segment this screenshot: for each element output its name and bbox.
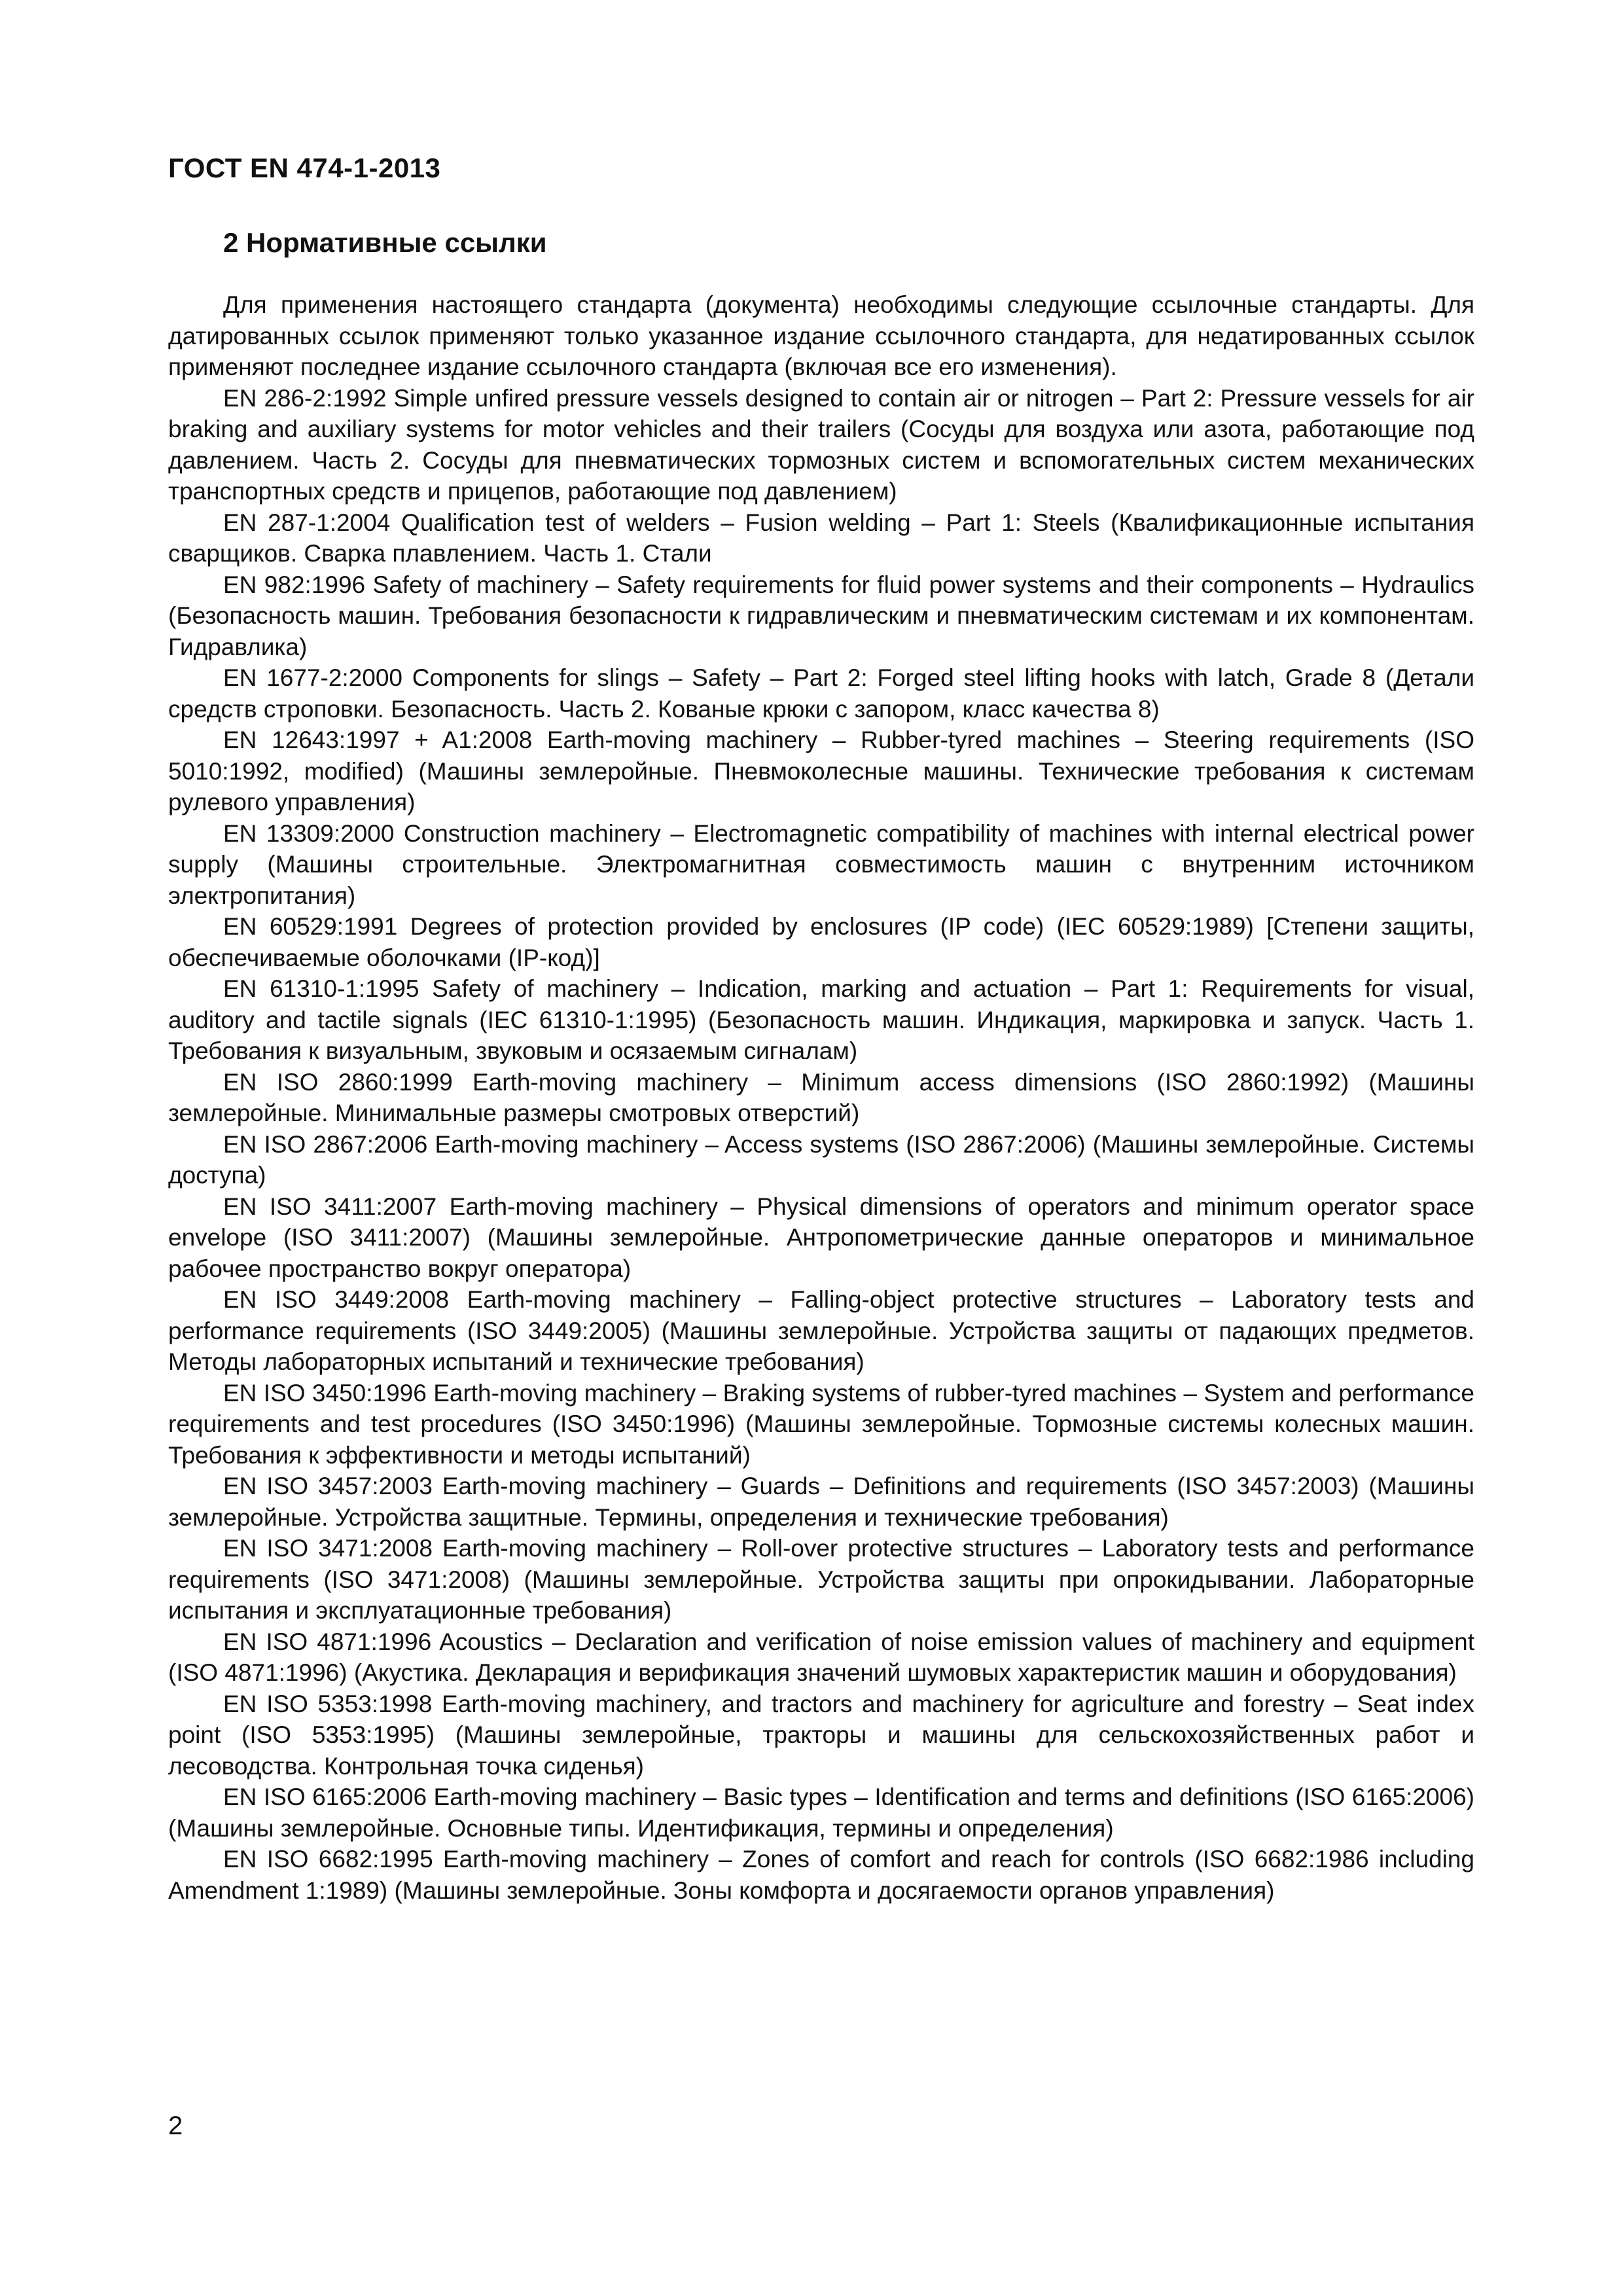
- reference-en-iso-4871: EN ISO 4871:1996 Acoustics – Declaration and verification of noise emission values of machinery and equipment (ISO 4871:1996) (Акустика. Декларация и верификация значений шумовых характеристик машин и оборудования): [168, 1628, 1474, 1687]
- reference-en-287-1: EN 287-1:2004 Qualification test of welders – Fusion welding – Part 1: Steels (Квалификационные испытания сварщиков. Сварка плавлением. Часть 1. Стали: [168, 509, 1474, 567]
- reference-en-iso-6682: EN ISO 6682:1995 Earth-moving machinery – Zones of comfort and reach for controls (ISO 6682:1986 including Amendment 1:1989) (Машины землеройные. Зоны комфорта и досягаемости органов управления): [168, 1846, 1474, 1904]
- reference-en-iso-3457: EN ISO 3457:2003 Earth-moving machinery – Guards – Definitions and requirements (ISO 3457:2003) (Машины землеройные. Устройства защитные. Термины, определения и технические требования): [168, 1473, 1474, 1531]
- main-content: [168, 226, 1474, 1906]
- reference-en-1677-2: EN 1677-2:2000 Components for slings – Safety – Part 2: Forged steel lifting hooks with latch, Grade 8 (Детали средств строповки. Безопасность. Часть 2. Кованые крюки с запором, класс качества 8): [168, 664, 1474, 723]
- page-number: 2: [168, 2111, 183, 2140]
- reference-en-iso-2867: EN ISO 2867:2006 Earth-moving machinery – Access systems (ISO 2867:2006) (Машины землеройные. Системы доступа): [168, 1130, 1474, 1189]
- reference-en-iso-2860: EN ISO 2860:1999 Earth-moving machinery – Minimum access dimensions (ISO 2860:1992) (Машины землеройные. Минимальные размеры смотровых отверстий): [168, 1068, 1474, 1127]
- document-header: ГОСТ EN 474-1-2013: [168, 152, 441, 183]
- reference-en-iso-3450: EN ISO 3450:1996 Earth-moving machinery – Braking systems of rubber-tyred machines – System and performance requirements and test procedures (ISO 3450:1996) (Машины землеройные. Тормозные системы колесных машин. Требования к эффективности и методы испытаний): [168, 1379, 1474, 1469]
- reference-en-iso-3411: EN ISO 3411:2007 Earth-moving machinery – Physical dimensions of operators and minimum operator space envelope (ISO 3411:2007) (Машины землеройные. Антропометрические данные операторов и минимальное рабочее пространство вокруг оператора): [168, 1193, 1474, 1282]
- reference-en-iso-3471: EN ISO 3471:2008 Earth-moving machinery – Roll-over protective structures – Laboratory tests and performance requirements (ISO 3471:2008) (Машины землеройные. Устройства защиты при опрокидывании. Лабораторные испытания и эксплуатационные требования): [168, 1535, 1474, 1624]
- reference-en-12643: EN 12643:1997 + A1:2008 Earth-moving machinery – Rubber-tyred machines – Steering requirements (ISO 5010:1992, modified) (Машины землеройные. Пневмоколесные машины. Технические требования к системам рулевого управления): [168, 726, 1474, 816]
- reference-en-60529: EN 60529:1991 Degrees of protection provided by enclosures (IP code) (IEC 60529:1989) [Степени защиты, обеспечиваемые оболочками (IP-код)]: [168, 913, 1474, 971]
- reference-en-982: EN 982:1996 Safety of machinery – Safety requirements for fluid power systems and their components – Hydraulics (Безопасность машин. Требования безопасности к гидравлическим и пневматическим системам и их компонентам. Гидравлика): [168, 571, 1474, 660]
- reference-en-iso-6165: EN ISO 6165:2006 Earth-moving machinery – Basic types – Identification and terms and definitions (ISO 6165:2006) (Машины землеройные. Основные типы. Идентификация, термины и определения): [168, 1784, 1474, 1842]
- reference-en-13309: EN 13309:2000 Construction machinery – Electromagnetic compatibility of machines with internal electrical power supply (Машины строительные. Электромагнитная совместимость машин с внутренним источником электропитания): [168, 819, 1474, 909]
- section-title: 2 Нормативные ссылки: [223, 227, 547, 258]
- reference-en-61310-1: EN 61310-1:1995 Safety of machinery – Indication, marking and actuation – Part 1: Requirements for visual, auditory and tactile signals (IEC 61310-1:1995) (Безопасность машин. Индикация, маркировка и запуск. Часть 1. Требования к визуальным, звуковым и осязаемым сигналам): [168, 975, 1474, 1065]
- reference-en-286-2: EN 286-2:1992 Simple unfired pressure vessels designed to contain air or nitrogen – Part 2: Pressure vessels for air braking and auxiliary systems for motor vehicles and their trailers (Сосуды для воздуха или азота, работающие под давлением. Часть 2. Сосуды для пневматических тормозных систем и вспомогательных систем механических транспортных средств и прицепов, работающие под давлением): [168, 384, 1474, 505]
- intro-paragraph: Для применения настоящего стандарта (документа) необходимы следующие ссылочные стандарты. Для датированных ссылок применяют только указанное издание ссылочного стандарта, для недатированных ссылок применяют последнее издание ссылочного стандарта (включая все его изменения).: [168, 291, 1474, 381]
- reference-en-iso-5353: EN ISO 5353:1998 Earth-moving machinery, and tractors and machinery for agriculture and forestry – Seat index point (ISO 5353:1995) (Машины землеройные, тракторы и машины для сельскохозяйственных работ и лесоводства. Контрольная точка сиденья): [168, 1690, 1474, 1780]
- normative-references: [168, 289, 1474, 1906]
- reference-en-iso-3449: EN ISO 3449:2008 Earth-moving machinery – Falling-object protective structures – Laboratory tests and performance requirements (ISO 3449:2005) (Машины землеройные. Устройства защиты от падающих предметов. Методы лабораторных испытаний и технические требования): [168, 1286, 1474, 1376]
